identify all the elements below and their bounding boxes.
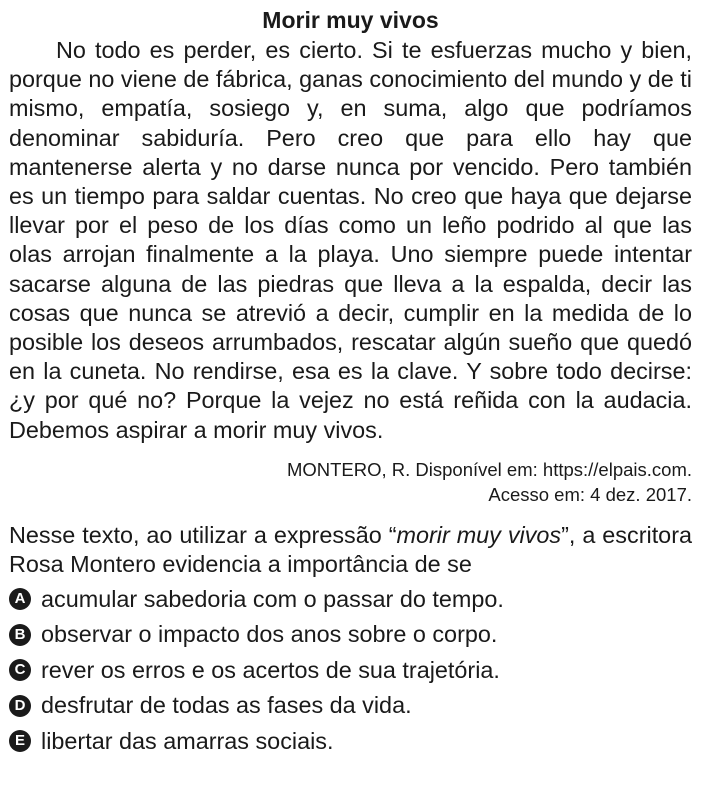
option-letter-d: D: [9, 695, 31, 717]
question-stem-after: ”, a escritora Rosa Montero evidencia a importância de se: [9, 521, 692, 578]
option-b[interactable]: [9, 617, 692, 653]
question-stem: [9, 521, 692, 579]
option-c[interactable]: [9, 652, 692, 688]
option-d[interactable]: [9, 688, 692, 724]
source-line-1: MONTERO, R. Disponível em: https://elpais.com.: [286, 458, 692, 480]
option-text-d: desfrutar de todas as fases da vida.: [41, 692, 412, 718]
question-stem-before: Nesse texto, ao utilizar a expressão “: [9, 521, 397, 548]
option-letter-c: C: [9, 659, 31, 681]
answer-options: [9, 581, 692, 759]
option-e[interactable]: [9, 723, 692, 759]
passage-text: No todo es perder, es cierto. Si te esfuerzas mucho y bien, porque no viene de fábrica, ganas conocimiento del mundo y de ti mismo, empatía, sosiego y, en suma, algo que podríamos denominar sabiduría. Pero creo que para ello hay que mantenerse alerta y no darse nunca por vencido. Pero también es un tiempo para saldar cuentas. No creo que haya que dejarse llevar por el peso de los días como un leño podrido al que las olas arrojan finalmente a la playa. Uno siempre puede intentar sacarse alguna de las piedras que lleva a la espalda, decir las cosas que nunca se atrevió a decir, cumplir en la medida de lo posible los deseos arrumbados, rescatar algún sueño que quedó en la cuneta. No rendirse, esa es la clave. Y sobre todo decirse: ¿y por qué no? Porque la vejez no está reñida con la audacia. Debemos aspirar a morir muy vivos.: [9, 37, 692, 443]
option-text-c: rever os erros e os acertos de sua trajetória.: [41, 656, 500, 683]
option-a[interactable]: [9, 581, 692, 617]
source-line-2: Acesso em: 4 dez. 2017.: [488, 483, 692, 505]
passage-title: Morir muy vivos: [262, 7, 439, 33]
option-text-e: libertar das amarras sociais.: [41, 727, 334, 754]
question-stem-emphasis: morir muy vivos: [396, 521, 562, 548]
option-letter-e: E: [9, 730, 31, 752]
option-letter-a: A: [9, 588, 31, 610]
option-letter-b: B: [9, 624, 31, 646]
option-text-a: acumular sabedoria com o passar do tempo.: [41, 585, 504, 612]
source-citation: [9, 457, 692, 507]
option-text-b: observar o impacto dos anos sobre o corpo.: [41, 621, 498, 647]
